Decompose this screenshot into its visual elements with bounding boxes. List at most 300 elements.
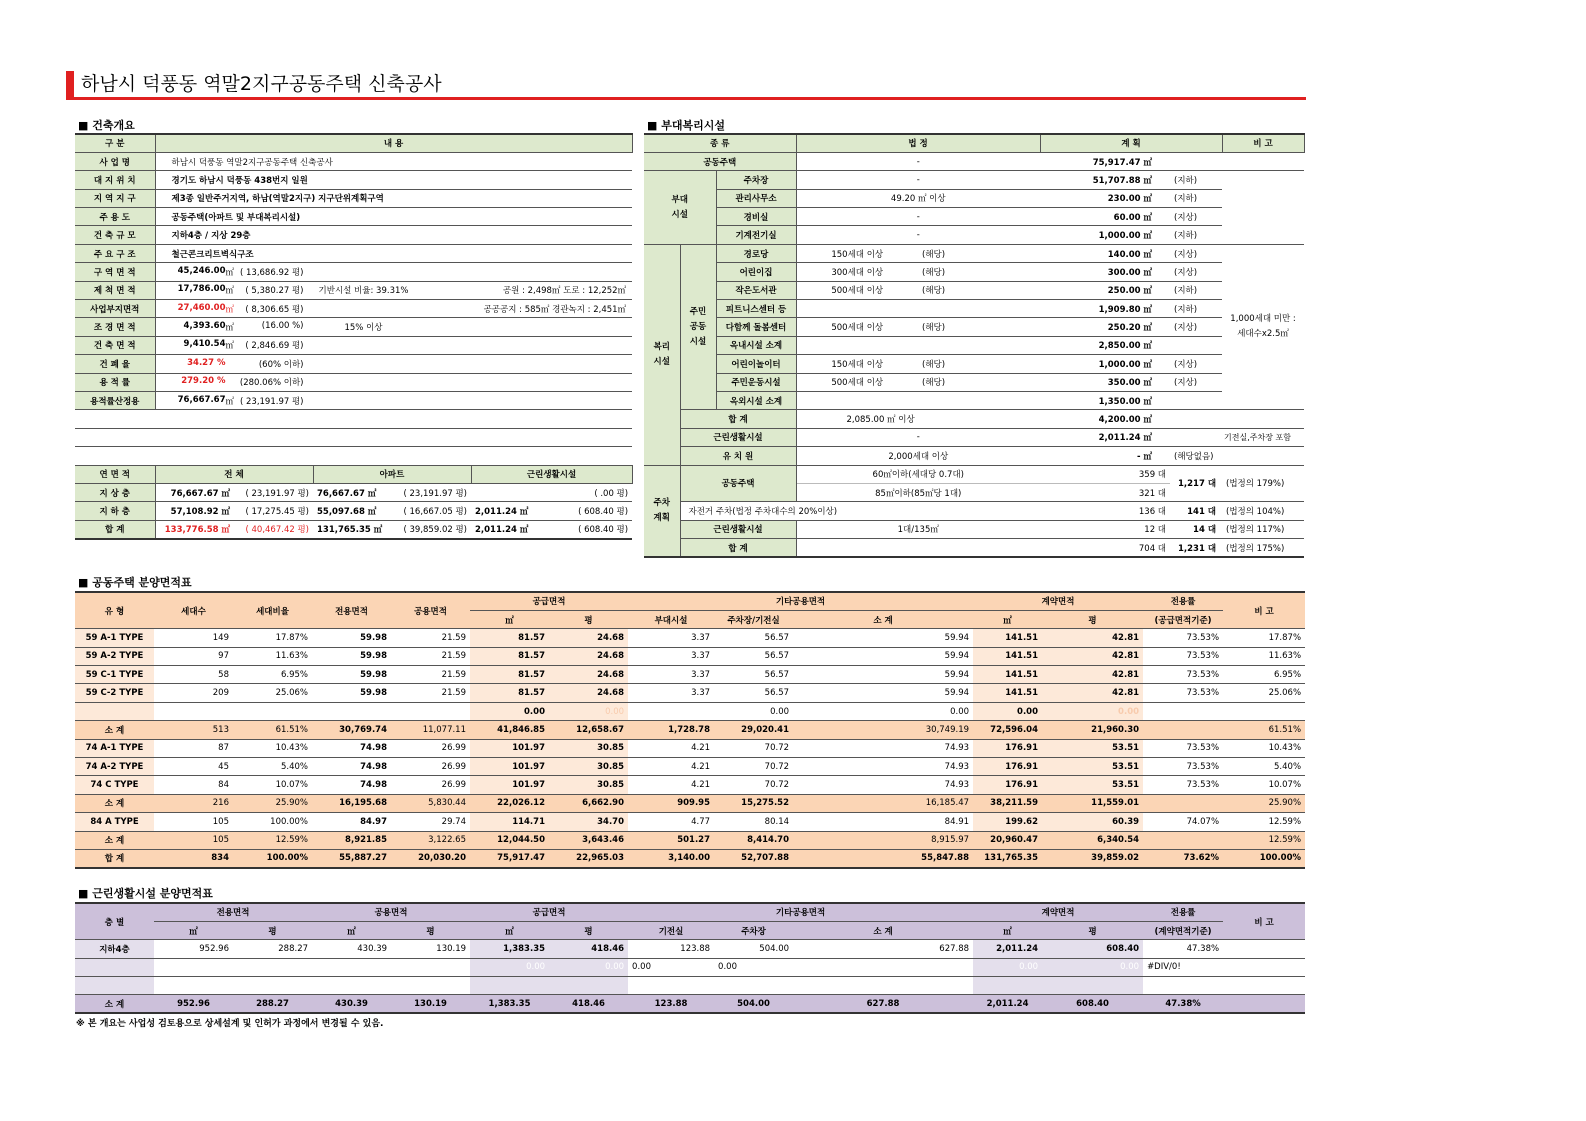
row-label: 주 요 구 조 <box>75 244 155 262</box>
aux-facility: 4.21 <box>628 758 714 776</box>
household-ratio: 10.43% <box>233 739 312 757</box>
row-label: 공동주택 <box>680 465 796 502</box>
cell: 0.00 <box>549 958 628 976</box>
table-row <box>75 758 1305 776</box>
exclusive-area: 74.98 <box>312 739 391 757</box>
group-label: 주민 공동 시설 <box>680 244 716 410</box>
table-row <box>75 281 632 299</box>
area-pyeong: ( 39,859.02 평) <box>392 520 471 538</box>
contract-pyeong: 53.51 <box>1042 758 1143 776</box>
row-label: 구 역 면 적 <box>75 263 155 281</box>
table-row <box>644 539 1304 557</box>
exclusive-area: 30,769.74 <box>312 721 391 739</box>
empty-row <box>75 447 632 465</box>
households: 84 <box>154 776 233 794</box>
remark: 12.59% <box>1223 813 1305 831</box>
plan-value: 1,909.80 ㎡ <box>1040 300 1170 318</box>
common-area: 3,122.65 <box>391 831 470 849</box>
exclusive-area: 84.97 <box>312 813 391 831</box>
header-cell: (계약면적기준) <box>1143 921 1223 939</box>
contract-m2: 141.51 <box>973 666 1042 684</box>
exclusive-rate: 73.53% <box>1143 629 1223 647</box>
floor-note: (지상) <box>1170 373 1222 391</box>
common-area <box>391 702 470 720</box>
contract-pyeong: 60.39 <box>1042 813 1143 831</box>
contract-m2: 38,211.59 <box>973 794 1042 812</box>
row-label: 경로당 <box>716 244 796 262</box>
households: 834 <box>154 849 233 867</box>
cell: 418.46 <box>549 940 628 958</box>
footnote: ※ 본 개요는 사업성 검토용으로 상세설계 및 인허가 과정에서 변경될 수 있음. <box>76 1019 384 1029</box>
header-cell: 전 체 <box>155 465 313 483</box>
contract-pyeong: 42.81 <box>1042 666 1143 684</box>
cell <box>628 977 714 995</box>
group-label: 부대 시설 <box>644 171 716 245</box>
supply-pyeong: 24.68 <box>549 647 628 665</box>
subtotal-row <box>75 849 1305 867</box>
cell <box>1223 995 1305 1013</box>
row-label: 대 지 위 치 <box>75 171 155 189</box>
aux-facility: 3.37 <box>628 684 714 702</box>
header-cell: ㎡ <box>470 610 549 628</box>
supply-pyeong: 12,658.67 <box>549 721 628 739</box>
header-cell: 공급면적 <box>470 903 628 921</box>
table-row <box>644 300 1304 318</box>
remark: 10.07% <box>1223 776 1305 794</box>
cell: 2,000세대 이상 <box>796 447 1040 465</box>
header-cell: 공용면적 <box>391 592 470 629</box>
common-area: 29.74 <box>391 813 470 831</box>
other-subtotal: 55,847.88 <box>793 849 973 867</box>
header-cell: 소 계 <box>793 921 973 939</box>
cell: 504.00 <box>714 995 793 1013</box>
household-ratio: 17.87% <box>233 629 312 647</box>
plan-value: 51,707.88 ㎡ <box>1040 171 1170 189</box>
header-cell: (공급면적기준) <box>1143 610 1223 628</box>
header-cell: 세대비율 <box>233 592 312 629</box>
other-subtotal: 30,749.19 <box>793 721 973 739</box>
row-label: 합 계 <box>680 539 796 557</box>
other-subtotal: 74.93 <box>793 776 973 794</box>
table-row <box>644 410 1304 428</box>
header-cell: ㎡ <box>470 921 549 939</box>
households <box>154 702 233 720</box>
cell: 627.88 <box>793 995 973 1013</box>
table-row <box>644 318 1304 336</box>
plan-value: 75,917.47 ㎡ <box>1040 152 1170 170</box>
subtotal-row <box>75 794 1305 812</box>
aux-facility: 501.27 <box>628 831 714 849</box>
header-cell: 내 용 <box>155 134 632 152</box>
contract-pyeong: 11,559.01 <box>1042 794 1143 812</box>
area-value: 27,460.00 ㎡ ( 8,306.65 평) 공공공지 : 585㎡ 경관녹지 : 2,451㎡ <box>155 300 632 318</box>
cell: 130.19 <box>391 995 470 1013</box>
row-label: 옥내시설 소계 <box>716 336 796 354</box>
legal-status: (해당) <box>918 355 1040 373</box>
table-row <box>75 520 632 538</box>
household-ratio: 100.00% <box>233 813 312 831</box>
legal-status: (해당) <box>918 263 1040 281</box>
table-row <box>644 428 1304 446</box>
header-cell: 전용면적 <box>312 592 391 629</box>
cell: 1,383.35 <box>470 940 549 958</box>
header-row <box>644 134 1304 152</box>
header-cell: 법 정 <box>796 134 1040 152</box>
cell <box>233 958 312 976</box>
exclusive-area: 16,195.68 <box>312 794 391 812</box>
supply-pyeong: 30.85 <box>549 739 628 757</box>
table-row <box>644 226 1304 244</box>
table-row <box>644 465 1304 483</box>
cell: 0.00 <box>1042 958 1143 976</box>
remark: 11.63% <box>1223 647 1305 665</box>
plan-value: 250.00 ㎡ <box>1040 281 1170 299</box>
header-cell: 공용면적 <box>312 903 470 921</box>
contract-pyeong: 6,340.54 <box>1042 831 1143 849</box>
exclusive-area: 59.98 <box>312 647 391 665</box>
cell <box>155 410 632 428</box>
cell <box>75 447 155 465</box>
header-cell: 세대수 <box>154 592 233 629</box>
cell <box>312 977 391 995</box>
row-label: 어린이집 <box>716 263 796 281</box>
header-cell: ㎡ <box>973 610 1042 628</box>
legal-status: (해당) <box>918 281 1040 299</box>
type-label: 소 계 <box>75 721 154 739</box>
remark: 12.59% <box>1223 831 1305 849</box>
cell <box>1042 977 1143 995</box>
cell: 288.27 <box>233 940 312 958</box>
exclusive-area: 59.98 <box>312 684 391 702</box>
exclusive-rate: 73.53% <box>1143 776 1223 794</box>
table-row <box>75 355 632 373</box>
legal-value: 500세대 이상 <box>796 318 918 336</box>
exclusive-area: 74.98 <box>312 758 391 776</box>
cell: 2,011.24 <box>973 995 1042 1013</box>
contract-m2: 131,765.35 <box>973 849 1042 867</box>
cell <box>154 958 233 976</box>
overview-table <box>75 133 633 540</box>
floor-note: (지하) <box>1170 171 1222 189</box>
page-title-text: 하남시 덕풍동 역말2지구공동주택 신축공사 <box>81 73 442 95</box>
other-subtotal: 74.93 <box>793 758 973 776</box>
row-value: 하남시 덕풍동 역말2지구공동주택 신축공사 <box>155 152 632 170</box>
area-value: 4,393.60 ㎡ (16.00 %) 15% 이상 <box>155 318 632 336</box>
aux-facility: 1,728.78 <box>628 721 714 739</box>
row-label: 지 하 층 <box>75 502 155 520</box>
area-m2: 2,011.24 ㎡ <box>471 502 550 520</box>
row-value: 지하4층 / 지상 29층 <box>155 226 632 244</box>
other-subtotal: 59.94 <box>793 629 973 647</box>
subtotal-row <box>75 831 1305 849</box>
legal-value <box>796 336 918 354</box>
cell: 2,011.24 <box>973 940 1042 958</box>
header-cell: 평 <box>549 921 628 939</box>
contract-m2: 176.91 <box>973 776 1042 794</box>
row-value: 공동주택(아파트 및 부대복리시설) <box>155 208 632 226</box>
table-row <box>644 355 1304 373</box>
remark: 기전실,주차장 포함 <box>1222 428 1304 446</box>
apartment-area-table <box>75 591 1305 869</box>
supply-m2: 22,026.12 <box>470 794 549 812</box>
contract-m2: 176.91 <box>973 758 1042 776</box>
header-cell: 전용률 <box>1143 592 1223 610</box>
row-value: 철근콘크리트벽식구조 <box>155 244 632 262</box>
row-label: 사업부지면적 <box>75 300 155 318</box>
cell: 608.40 <box>1042 940 1143 958</box>
aux-facility: 3,140.00 <box>628 849 714 867</box>
type-label: 59 C-1 TYPE <box>75 666 154 684</box>
cell: 504.00 <box>714 940 793 958</box>
floor-note: (법정의 175%) <box>1222 539 1304 557</box>
header-cell: 주차장/기전실 <box>714 610 793 628</box>
row-value: 경기도 하남시 덕풍동 438번지 일원 <box>155 171 632 189</box>
contract-m2: 141.51 <box>973 647 1042 665</box>
welfare-table <box>644 133 1304 558</box>
legal-value: 85㎡이하(85㎡당 1대) <box>796 483 1040 501</box>
type-label: 74 C TYPE <box>75 776 154 794</box>
cell: 627.88 <box>793 940 973 958</box>
legal-value <box>796 300 918 318</box>
area-m2: 55,097.68 ㎡ <box>313 502 392 520</box>
header-cell: 평 <box>233 921 312 939</box>
retail-area-table <box>75 902 1305 1014</box>
type-label: 74 A-2 TYPE <box>75 758 154 776</box>
supply-m2: 101.97 <box>470 758 549 776</box>
plan-value: 1,000.00 ㎡ <box>1040 226 1170 244</box>
household-ratio: 10.07% <box>233 776 312 794</box>
cell <box>75 428 155 446</box>
exclusive-rate <box>1143 702 1223 720</box>
supply-pyeong: 34.70 <box>549 813 628 831</box>
legal-value: 150세대 이상 <box>796 355 918 373</box>
header-cell: 평 <box>549 610 628 628</box>
header-cell: 비 고 <box>1223 592 1305 629</box>
area-pyeong: ( 23,191.97 평) <box>234 483 313 501</box>
legal-count: 136 대 <box>1040 502 1170 520</box>
supply-m2: 81.57 <box>470 629 549 647</box>
header-row <box>75 592 1305 610</box>
table-row <box>75 502 632 520</box>
table-row <box>644 520 1304 538</box>
header-cell: 부대시설 <box>628 610 714 628</box>
legal-value: 자전거 주차(법정 주차대수의 20%이상) <box>680 502 1040 520</box>
area-pyeong: ( .00 평) <box>550 483 632 501</box>
header-cell: 비 고 <box>1223 903 1305 940</box>
header-cell: 연 면 적 <box>75 465 155 483</box>
contract-m2: 141.51 <box>973 629 1042 647</box>
floor-label: 지하4층 <box>75 940 154 958</box>
households: 87 <box>154 739 233 757</box>
household-ratio: 5.40% <box>233 758 312 776</box>
contract-m2: 141.51 <box>973 684 1042 702</box>
legal-value: 500세대 이상 <box>796 373 918 391</box>
table-row <box>75 813 1305 831</box>
cell <box>793 977 973 995</box>
empty-row <box>75 410 632 428</box>
plan-value: 60.00 ㎡ <box>1040 208 1170 226</box>
household-ratio <box>233 702 312 720</box>
contract-m2: 72,596.04 <box>973 721 1042 739</box>
legal-value: 300세대 이상 <box>796 263 918 281</box>
cell: - <box>796 152 1040 170</box>
households: 513 <box>154 721 233 739</box>
floor-note: (지하) <box>1170 281 1222 299</box>
header-cell: 전용면적 <box>154 903 312 921</box>
table-row <box>75 171 632 189</box>
table-row <box>644 152 1304 170</box>
row-label: 공동주택 <box>644 152 796 170</box>
header-cell: 유 형 <box>75 592 154 629</box>
supply-pyeong: 6,662.90 <box>549 794 628 812</box>
other-subtotal: 59.94 <box>793 647 973 665</box>
supply-pyeong: 30.85 <box>549 758 628 776</box>
common-area: 21.59 <box>391 647 470 665</box>
households: 45 <box>154 758 233 776</box>
aux-facility: 3.37 <box>628 629 714 647</box>
cell: 0.00 <box>470 958 549 976</box>
header-cell: 기타공용면적 <box>628 903 973 921</box>
legal-status <box>918 336 1040 354</box>
plan-value: 14 대 <box>1170 520 1222 538</box>
cell <box>714 977 793 995</box>
supply-m2: 75,917.47 <box>470 849 549 867</box>
remark <box>1223 702 1305 720</box>
row-label: 주차장 <box>716 171 796 189</box>
cell <box>1223 977 1305 995</box>
exclusive-rate: 74.07% <box>1143 813 1223 831</box>
header-row <box>75 465 632 483</box>
parking-area: 70.72 <box>714 758 793 776</box>
plan-value: 140.00 ㎡ <box>1040 244 1170 262</box>
aux-facility: 3.37 <box>628 647 714 665</box>
header-row <box>75 903 1305 921</box>
area-m2: 76,667.67 ㎡ <box>155 483 234 501</box>
cell: 1,383.35 <box>470 995 549 1013</box>
row-label: 합 계 <box>680 410 796 428</box>
common-area: 21.59 <box>391 666 470 684</box>
households: 105 <box>154 831 233 849</box>
supply-m2: 81.57 <box>470 684 549 702</box>
header-row <box>75 134 632 152</box>
parking-area: 56.57 <box>714 647 793 665</box>
section-retail-title: ■ 근린생활시설 분양면적표 <box>78 887 213 900</box>
type-label <box>75 702 154 720</box>
cell: - <box>796 171 1040 189</box>
exclusive-area: 74.98 <box>312 776 391 794</box>
row-label: 용 적 률 <box>75 373 155 391</box>
common-area: 11,077.11 <box>391 721 470 739</box>
contract-pyeong: 39,859.02 <box>1042 849 1143 867</box>
parking-area: 15,275.52 <box>714 794 793 812</box>
parking-area: 56.57 <box>714 666 793 684</box>
remark: 25.90% <box>1223 794 1305 812</box>
row-label: 지 상 층 <box>75 483 155 501</box>
row-label: 기계전기실 <box>716 226 796 244</box>
floor-note: (해당없음) <box>1170 447 1222 465</box>
supply-m2: 81.57 <box>470 666 549 684</box>
exclusive-rate <box>1143 794 1223 812</box>
plan-value: - ㎡ <box>1040 447 1170 465</box>
type-label: 59 A-1 TYPE <box>75 629 154 647</box>
exclusive-rate <box>1143 721 1223 739</box>
row-label: 작은도서관 <box>716 281 796 299</box>
aux-facility: 909.95 <box>628 794 714 812</box>
parking-area: 52,707.88 <box>714 849 793 867</box>
exclusive-rate: 73.53% <box>1143 684 1223 702</box>
common-area: 26.99 <box>391 776 470 794</box>
table-row <box>644 391 1304 409</box>
table-row <box>75 208 632 226</box>
exclusive-rate: 73.53% <box>1143 739 1223 757</box>
cell: 430.39 <box>312 995 391 1013</box>
cell <box>1222 152 1304 170</box>
cell: 0.00 <box>628 958 714 976</box>
cell: - <box>796 208 1040 226</box>
aux-facility: 4.21 <box>628 739 714 757</box>
parking-area: 0.00 <box>714 702 793 720</box>
header-cell: 비 고 <box>1222 134 1304 152</box>
exclusive-rate: 73.62% <box>1143 849 1223 867</box>
area-value: 76,667.67 ㎡ ( 23,191.97 평) <box>155 391 632 409</box>
page-title <box>66 70 1306 100</box>
common-area: 21.59 <box>391 684 470 702</box>
plan-value: 2,850.00 ㎡ <box>1040 336 1170 354</box>
row-label: 다함께 돌봄센터 <box>716 318 796 336</box>
row-label: 건 축 규 모 <box>75 226 155 244</box>
plan-value: 1,217 대 <box>1170 465 1222 502</box>
legal-value: 60㎡이하(세대당 0.7대) <box>796 465 1040 483</box>
cell: 123.88 <box>628 940 714 958</box>
supply-pyeong: 3,643.46 <box>549 831 628 849</box>
cell <box>75 410 155 428</box>
cell <box>233 977 312 995</box>
contract-m2: 176.91 <box>973 739 1042 757</box>
households: 97 <box>154 647 233 665</box>
table-row <box>75 263 632 281</box>
common-area: 21.59 <box>391 629 470 647</box>
other-subtotal: 0.00 <box>793 702 973 720</box>
table-row <box>644 189 1304 207</box>
row-label: 근린생활시설 <box>680 520 796 538</box>
table-row <box>75 940 1305 958</box>
floor-note: (지상) <box>1170 355 1222 373</box>
table-row <box>75 244 632 262</box>
type-label: 소 계 <box>75 794 154 812</box>
households: 209 <box>154 684 233 702</box>
cell <box>1170 152 1222 170</box>
area-pyeong: ( 40,467.42 평) <box>234 520 313 538</box>
cell <box>391 958 470 976</box>
row-label: 건 폐 율 <box>75 355 155 373</box>
household-ratio: 11.63% <box>233 647 312 665</box>
floor-note: (지하) <box>1170 226 1222 244</box>
exclusive-area: 59.98 <box>312 666 391 684</box>
exclusive-rate: 73.53% <box>1143 647 1223 665</box>
row-label: 사 업 명 <box>75 152 155 170</box>
table-row <box>75 776 1305 794</box>
parking-area: 56.57 <box>714 684 793 702</box>
type-label: 59 A-2 TYPE <box>75 647 154 665</box>
floor-note: (법정의 179%) <box>1222 465 1304 502</box>
row-label: 주 용 도 <box>75 208 155 226</box>
supply-pyeong: 24.68 <box>549 684 628 702</box>
floor-note <box>1170 336 1222 354</box>
row-label: 합 계 <box>75 520 155 538</box>
plan-value: 141 대 <box>1170 502 1222 520</box>
table-row <box>75 300 632 318</box>
header-cell: 기타공용면적 <box>628 592 973 610</box>
